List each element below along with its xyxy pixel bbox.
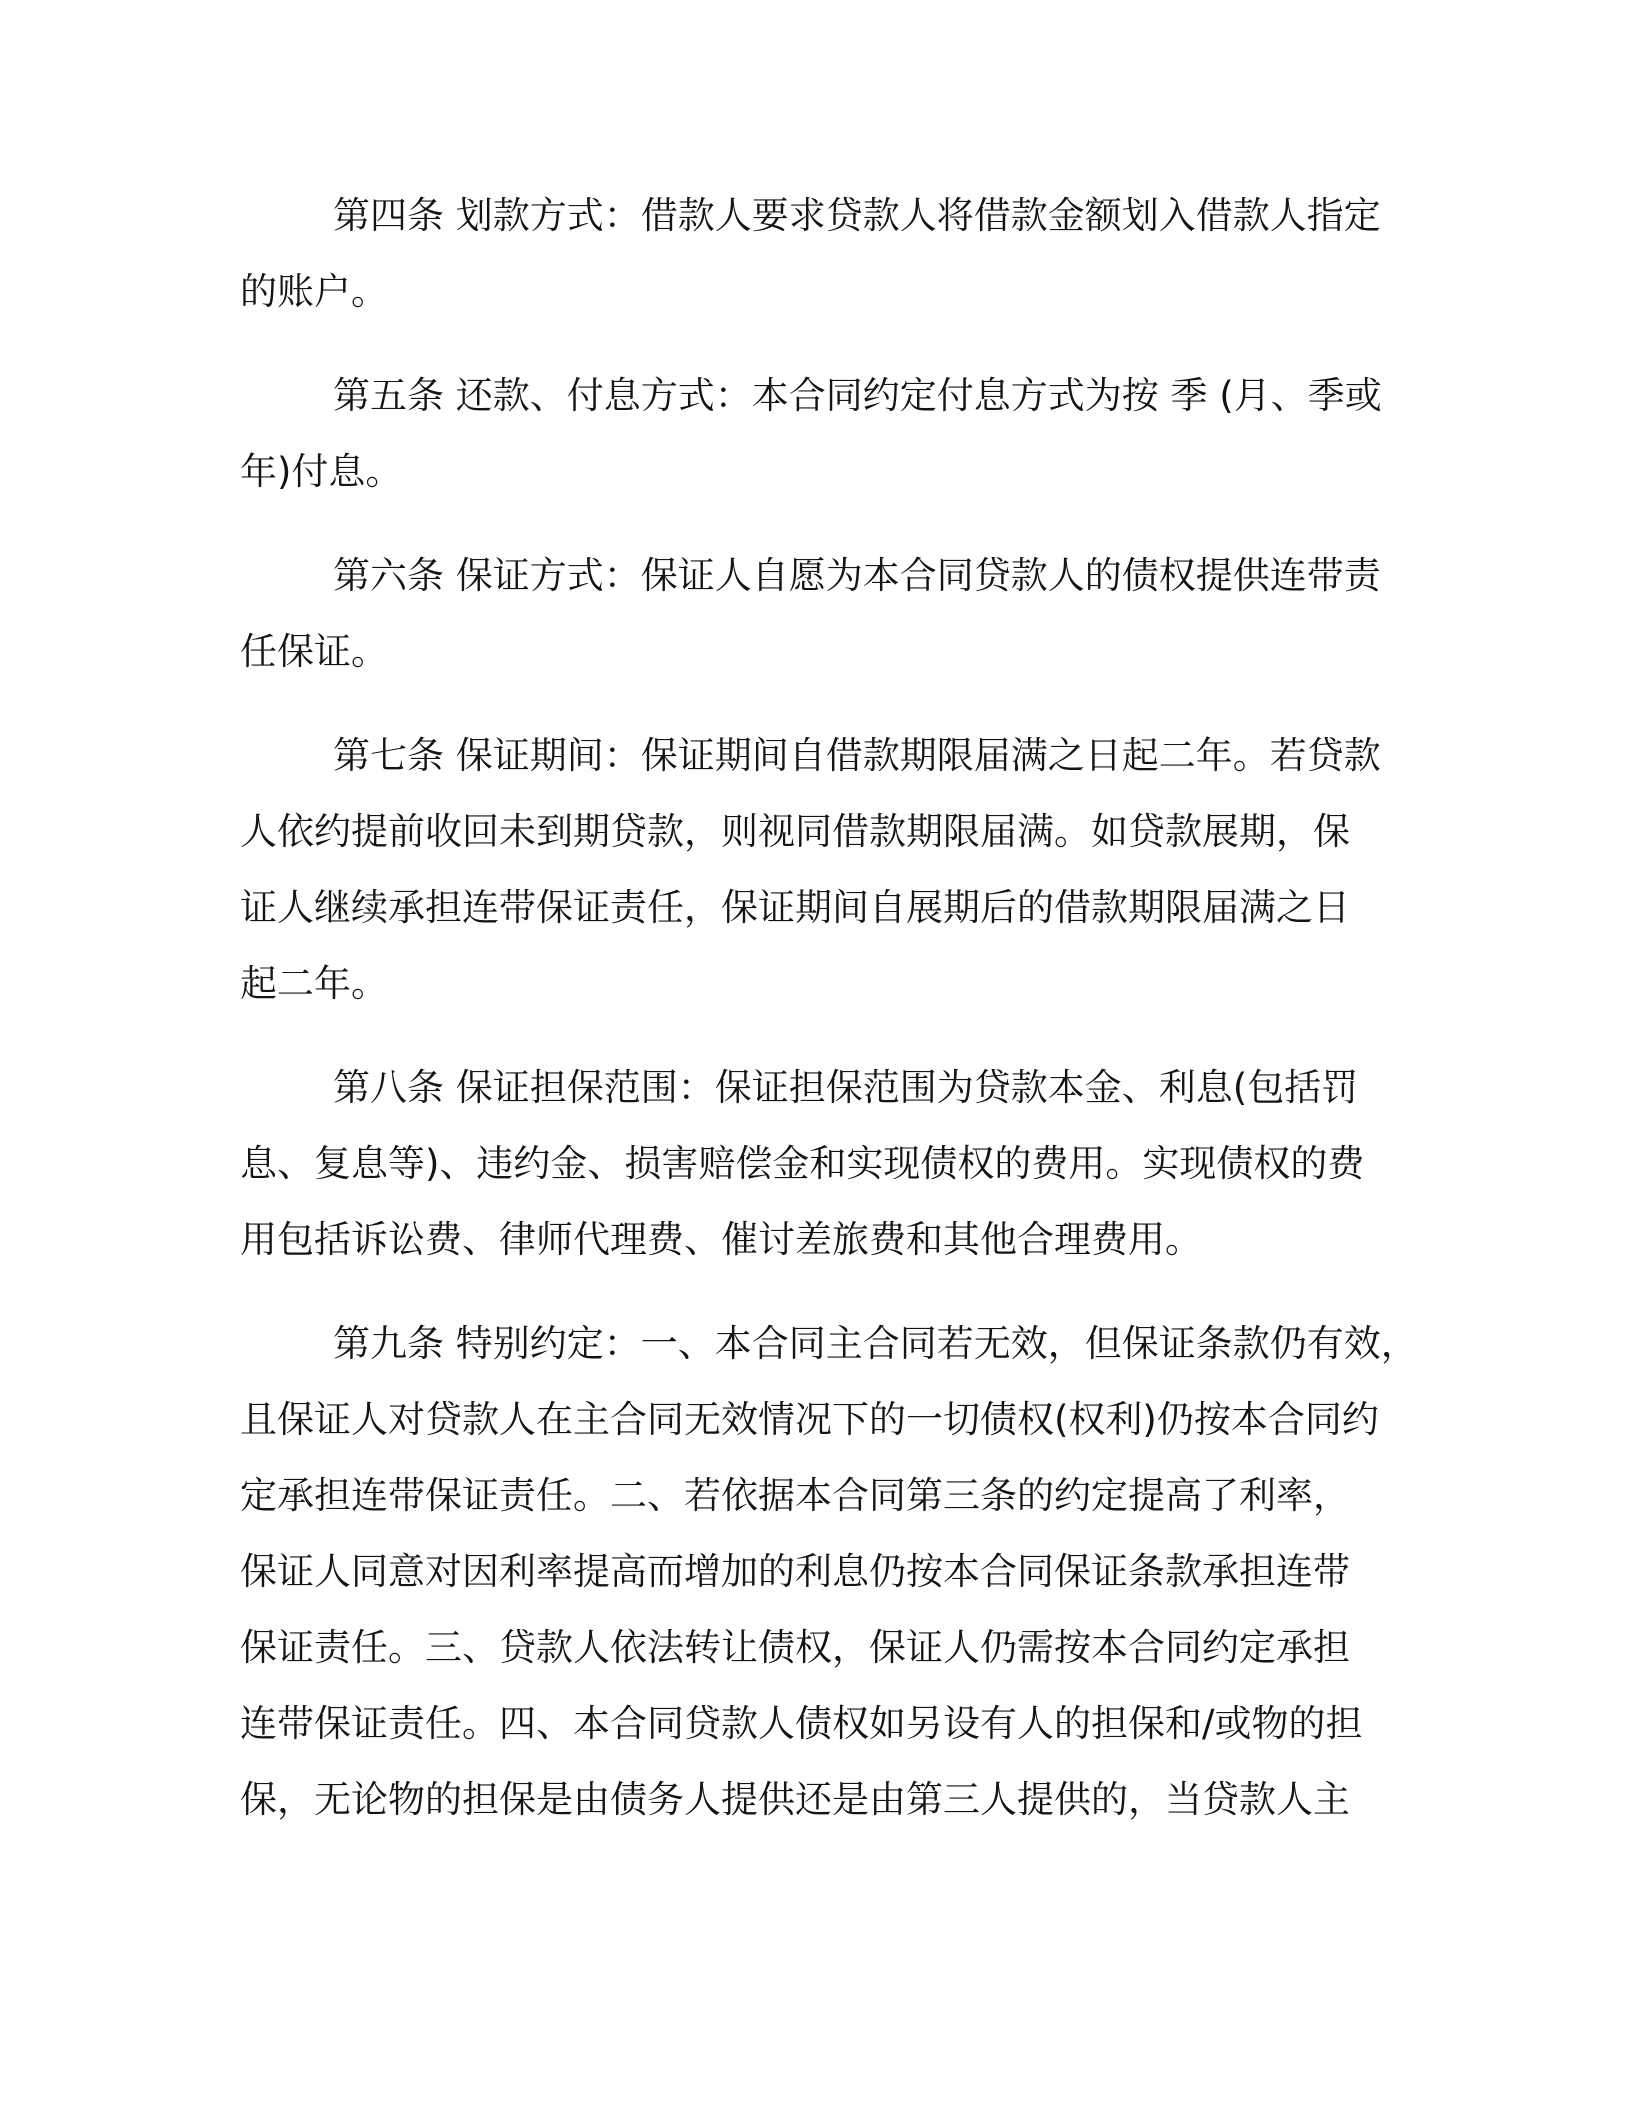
paragraph-line: 证人继续承担连带保证责任，保证期间自展期后的借款期限届满之日 — [240, 886, 1350, 929]
paragraph-line: 第六条 保证方式：保证人自愿为本合同贷款人的债权提供连带责 — [333, 554, 1381, 597]
paragraph-line: 第五条 还款、付息方式：本合同约定付息方式为按 季 (月、季或 — [333, 374, 1382, 417]
paragraph-line: 且保证人对贷款人在主合同无效情况下的一切债权(权利)仍按本合同约 — [240, 1398, 1379, 1441]
paragraph-line: 保证人同意对因利率提高而增加的利息仍按本合同保证条款承担连带 — [240, 1550, 1350, 1593]
paragraph-line: 任保证。 — [240, 630, 388, 673]
paragraph-line: 第八条 保证担保范围：保证担保范围为贷款本金、利息(包括罚 — [333, 1066, 1359, 1109]
paragraph-line: 连带保证责任。四、本合同贷款人债权如另设有人的担保和/或物的担 — [240, 1702, 1363, 1745]
article-4-paragraph — [240, 178, 1440, 330]
article-9-paragraph — [240, 1306, 1440, 1838]
paragraph-line: 用包括诉讼费、律师代理费、催讨差旅费和其他合理费用。 — [240, 1218, 1202, 1261]
paragraph-line: 第九条 特别约定：一、本合同主合同若无效，但保证条款仍有效， — [333, 1322, 1418, 1365]
article-8-paragraph — [240, 1050, 1440, 1278]
paragraph-line: 人依约提前收回未到期贷款，则视同借款期限届满。如贷款展期，保 — [240, 810, 1350, 853]
paragraph-line: 保证责任。三、贷款人依法转让债权，保证人仍需按本合同约定承担 — [240, 1626, 1350, 1669]
article-7-paragraph — [240, 718, 1440, 1022]
paragraph-line: 定承担连带保证责任。二、若依据本合同第三条的约定提高了利率， — [240, 1474, 1350, 1517]
paragraph-line: 第七条 保证期间：保证期间自借款期限届满之日起二年。若贷款 — [333, 734, 1381, 777]
paragraph-line: 保，无论物的担保是由债务人提供还是由第三人提供的，当贷款人主 — [240, 1778, 1350, 1821]
paragraph-line: 第四条 划款方式：借款人要求贷款人将借款金额划入借款人指定 — [333, 194, 1381, 237]
paragraph-line: 息、复息等)、违约金、损害赔偿金和实现债权的费用。实现债权的费 — [240, 1142, 1365, 1185]
article-6-paragraph — [240, 538, 1440, 690]
document-body — [240, 178, 1440, 1866]
paragraph-line: 年)付息。 — [240, 450, 403, 493]
paragraph-line: 起二年。 — [240, 962, 388, 1005]
paragraph-line: 的账户。 — [240, 270, 388, 313]
article-5-paragraph — [240, 358, 1440, 510]
